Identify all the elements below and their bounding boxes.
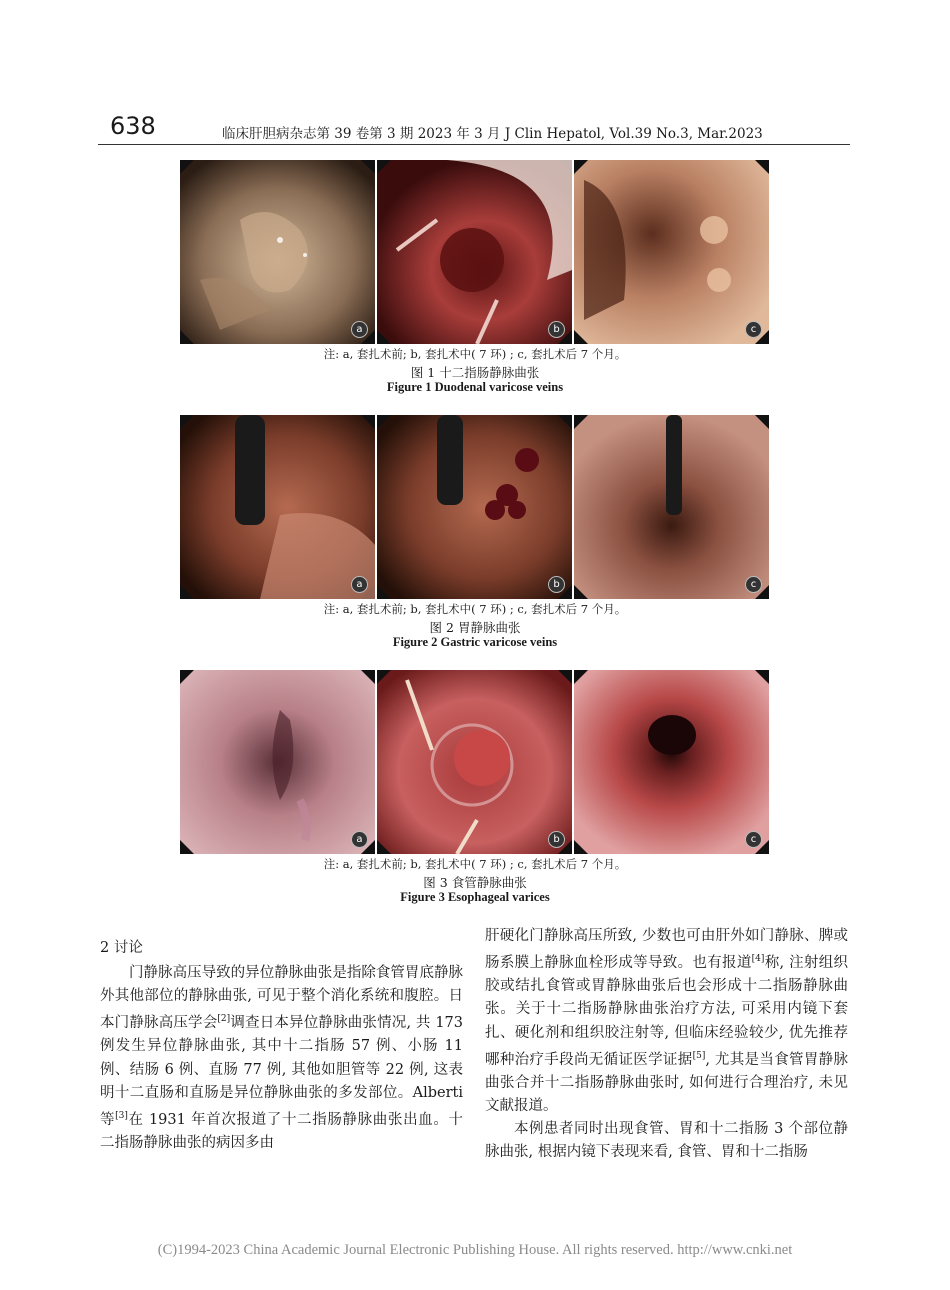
figure-1-images (180, 160, 770, 344)
stomach-image (180, 415, 375, 599)
figure-3-panel-a (180, 670, 375, 854)
figure-3-title-cn: 图 3 食管静脉曲张 (423, 875, 527, 890)
right-column (485, 925, 848, 1165)
panel-label-badge: a (351, 831, 368, 848)
panel-label-badge: b (548, 576, 565, 593)
figure-1-panel-b (377, 160, 572, 344)
figure-3-panel-c (574, 670, 769, 854)
figure-2-panel-a (180, 415, 375, 599)
panel-label-badge: b (548, 831, 565, 848)
figure-3-title-en: Figure 3 Esophageal varices (400, 890, 550, 904)
figure-1-title-en: Figure 1 Duodenal varicose veins (386, 380, 564, 394)
running-head: 临床肝胆病杂志第 39 卷第 3 期 2023 年 3 月 J Clin Hepatol, Vol.39 No.3, Mar.2023 (222, 126, 763, 142)
figure-3-note: 注: a, 套扎术前; b, 套扎术中( 7 环) ; c, 套扎术后 7 个月。 (323, 857, 627, 871)
panel-label-badge: b (548, 321, 565, 338)
citation: [4] (751, 954, 765, 965)
figure-2-panel-b (377, 415, 572, 599)
header-rule (98, 144, 850, 145)
paragraph: 本例患者同时出现食管、胃和十二指肠 3 个部位静脉曲张, 根据内镜下表现来看, 食管、胃和十二指肠 (485, 1121, 848, 1161)
paragraph: 肝硬化门静脉高压所致, 少数也可由肝外如门静脉、脾或肠系膜上静脉血栓形成等导致。也有报道[4]称, 注射组织胶或结扎食管或胃静脉曲张后也会形成十二指肠静脉曲张。关于十二指肠静脉曲张治疗方法, 可采用内镜下套扎、硬化剂和组织胶注射等, 但临床经验较少, 优先推荐哪种治疗手段尚无循证医学证据[5], 尤其是当食管胃静脉曲张合并十二指肠静脉曲张时, 如何进行合理治疗, 未见文献报道。 (485, 928, 849, 1115)
panel-label-badge: c (745, 321, 762, 338)
paragraph: 门静脉高压导致的异位静脉曲张是指除食管胃底静脉外其他部位的静脉曲张, 可见于整个消化系统和腹腔。日本门静脉高压学会[2]调查日本异位静脉曲张情况, 共 173 例发生异位静脉曲张, 其中十二指肠 57 例、小肠 11 例、结肠 6 例、直肠 77 例, 其他如胆管等 22 例, 这表明十二直肠和直肠是异位静脉曲张的多发部位。Alberti 等[3]在 1931 年首次报道了十二指肠静脉曲张出血。十二指肠静脉曲张的病因多由 (100, 965, 464, 1152)
citation: [3] (115, 1111, 128, 1122)
figure-2-panel-c (574, 415, 769, 599)
figure-1-note: 注: a, 套扎术前; b, 套扎术中( 7 环) ; c, 套扎术后 7 个月。 (323, 347, 627, 361)
figure-1-panel-a (180, 160, 375, 344)
citation: [5] (692, 1050, 706, 1061)
figure-2-images (180, 415, 770, 599)
stomach-banding-image (377, 415, 572, 599)
figure-3-panel-b (377, 670, 572, 854)
citation: [2] (217, 1014, 231, 1025)
duodenum-banding-image (377, 160, 572, 344)
esophagus-image (180, 670, 375, 854)
figure-2-title-cn: 图 2 胃静脉曲张 (429, 620, 521, 635)
section-heading: 2 讨论 (100, 940, 143, 956)
figure-2-note: 注: a, 套扎术前; b, 套扎术中( 7 环) ; c, 套扎术后 7 个月。 (323, 602, 627, 616)
figure-3-images (180, 670, 770, 854)
left-column (100, 962, 463, 1155)
page-number: 638 (110, 112, 156, 140)
duodenum-after-image (574, 160, 769, 344)
duodenum-image (180, 160, 375, 344)
figure-2-title-en: Figure 2 Gastric varicose veins (392, 635, 558, 649)
panel-label-badge: a (351, 321, 368, 338)
esophagus-banding-image (377, 670, 572, 854)
stomach-after-image (574, 415, 769, 599)
figure-1-title-cn: 图 1 十二指肠静脉曲张 (410, 365, 540, 380)
panel-label-badge: c (745, 576, 762, 593)
copyright-footer: (C)1994-2023 China Academic Journal Electronic Publishing House. All rights reserved. http://www.cnki.net (157, 1242, 793, 1258)
figure-1-panel-c (574, 160, 769, 344)
panel-label-badge: a (351, 576, 368, 593)
esophagus-after-image (574, 670, 769, 854)
panel-label-badge: c (745, 831, 762, 848)
